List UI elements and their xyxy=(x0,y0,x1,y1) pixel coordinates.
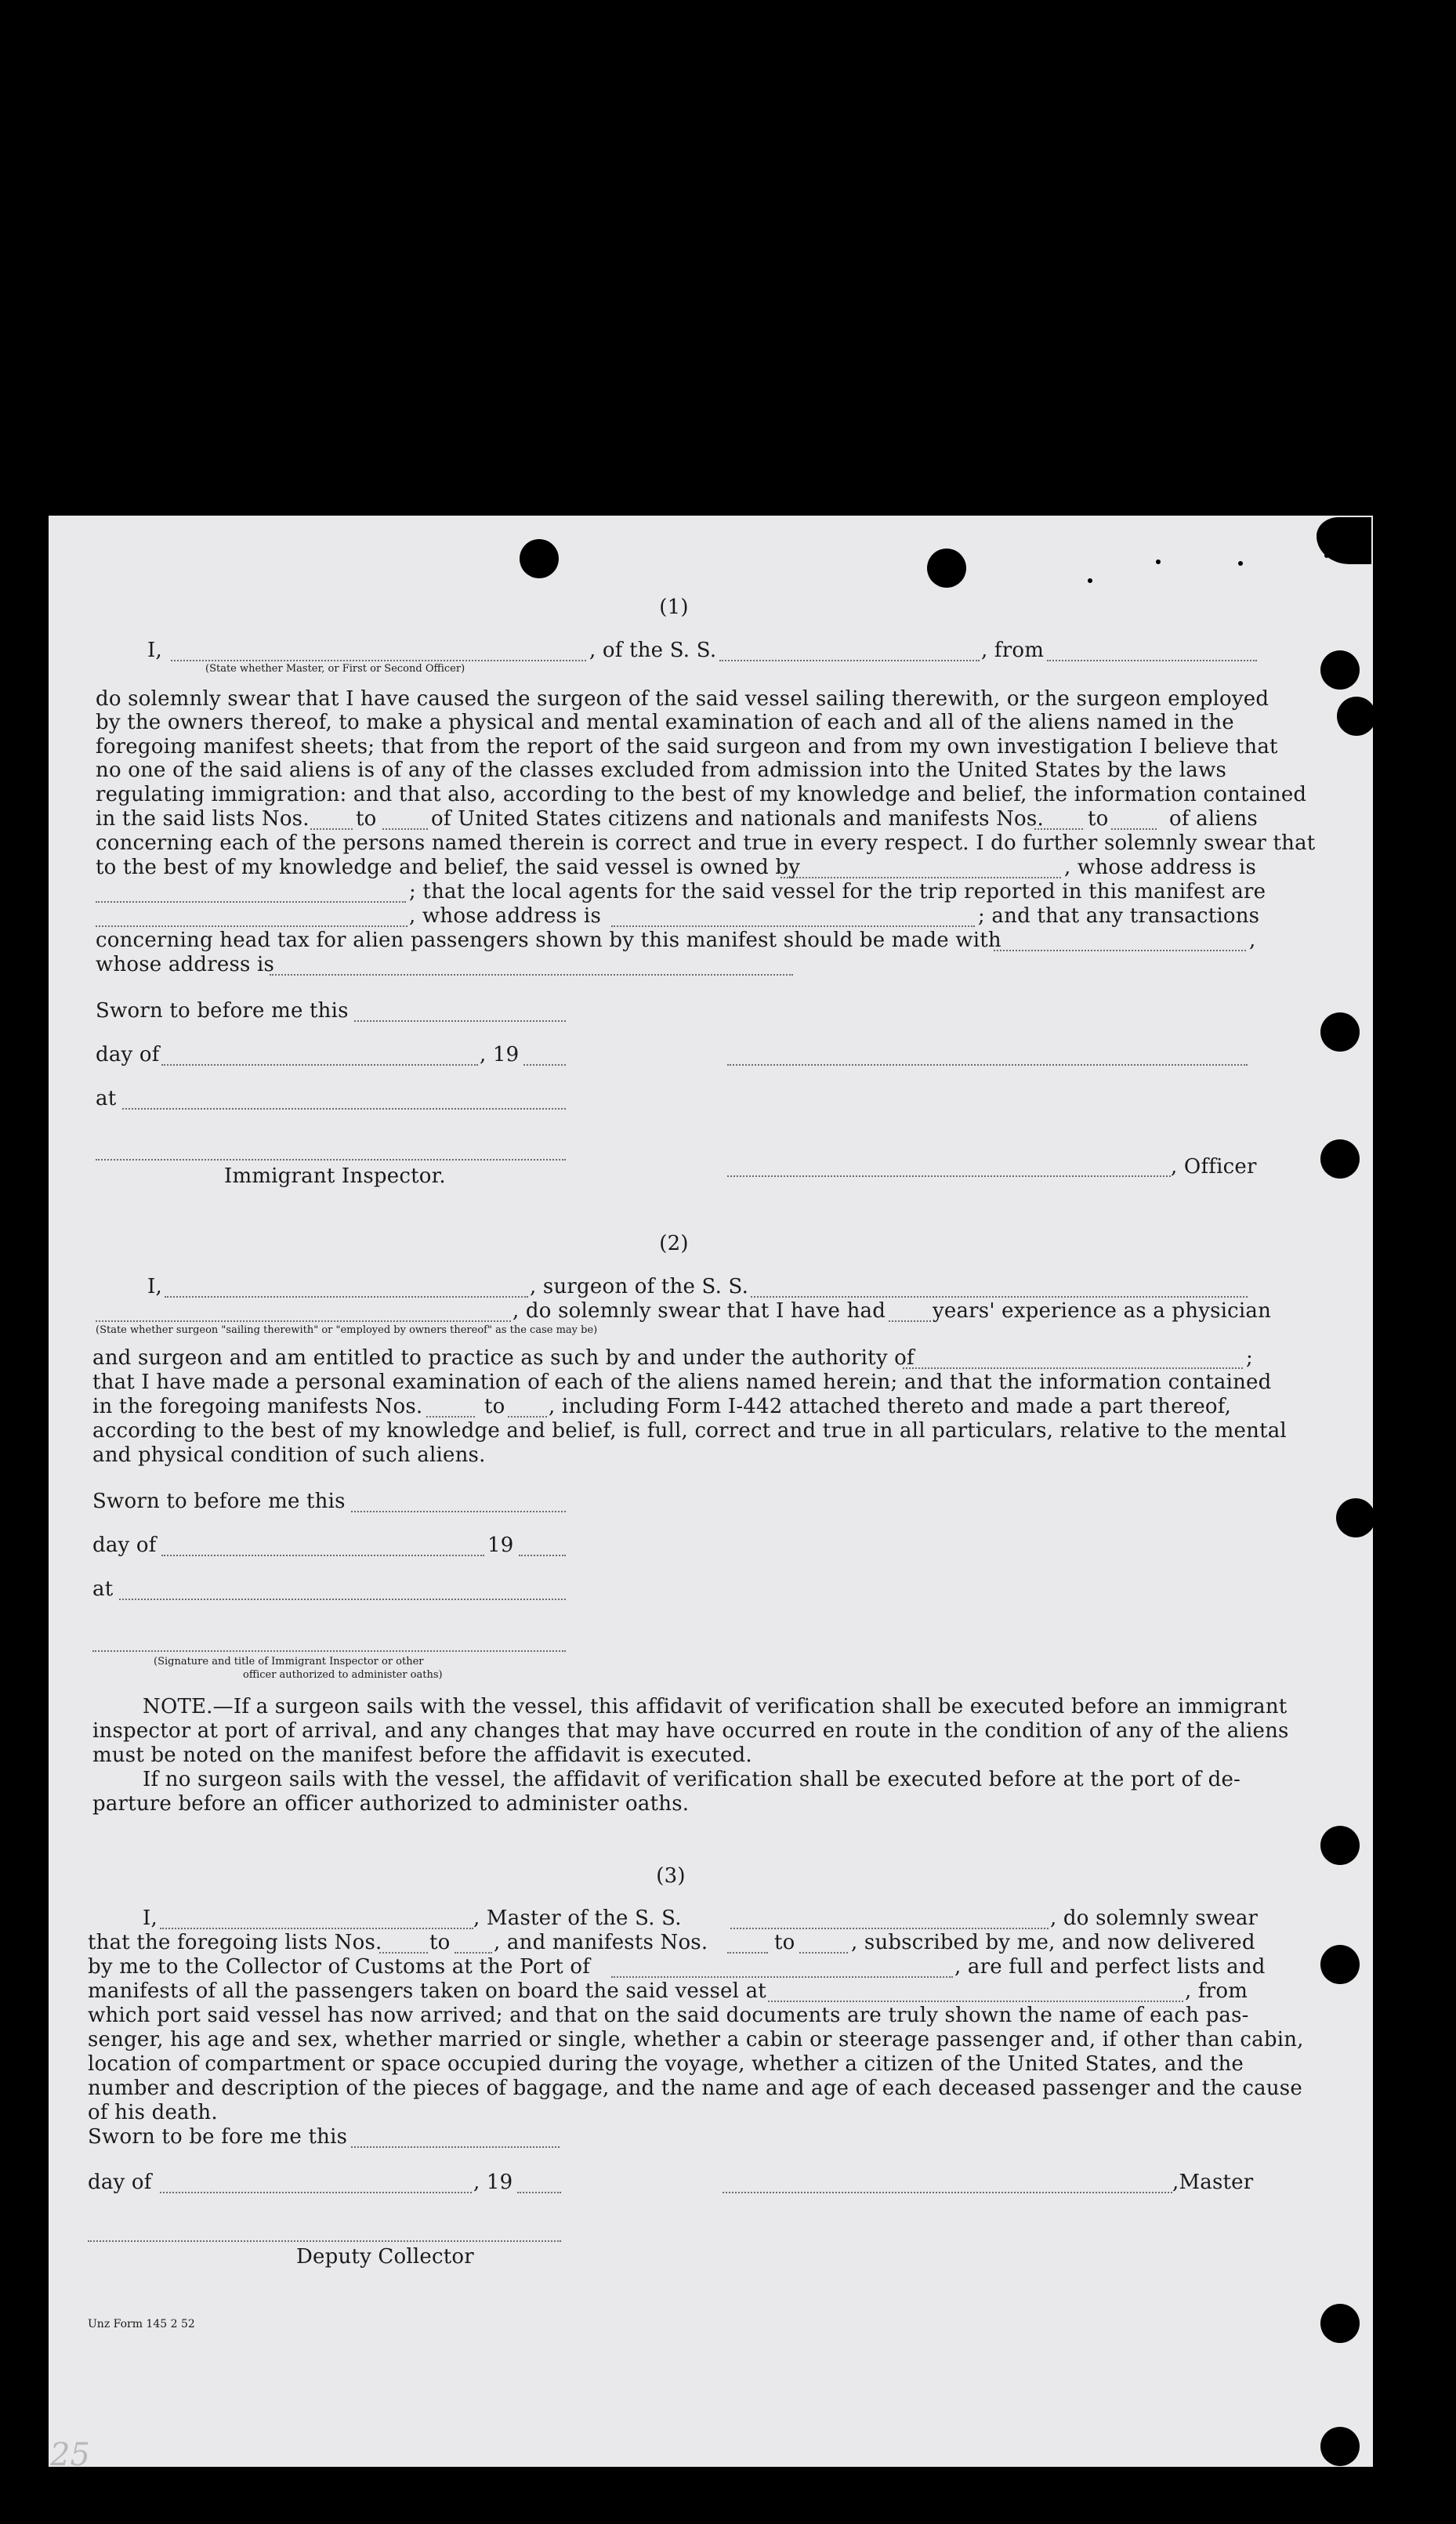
punch-hole xyxy=(1320,2304,1360,2343)
paragraph-line: of United States citizens and nationals and manifests Nos. xyxy=(431,807,1044,831)
paragraph-line: , are full and perfect lists and xyxy=(954,1955,1266,1979)
agents-field[interactable] xyxy=(96,925,407,927)
signature-note: (Signature and title of Immigrant Inspector or other xyxy=(154,1656,424,1668)
sheet-speck xyxy=(1238,561,1243,566)
paragraph-line: , subscribed by me, and now delivered xyxy=(851,1931,1255,1954)
year-field[interactable] xyxy=(519,1555,566,1556)
note-line: If no surgeon sails with the vessel, the affidavit of verification shall be executed before at the port of de- xyxy=(143,1768,1241,1791)
note-line: inspector at port of arrival, and any changes that may have occurred en route in the condition of any of the aliens xyxy=(92,1719,1289,1743)
sworn-date-field[interactable] xyxy=(354,1020,566,1022)
head-tax-field[interactable] xyxy=(994,950,1246,951)
section-number: (2) xyxy=(659,1232,689,1255)
year-label: , 19 xyxy=(480,1043,520,1066)
sworn-label: Sworn to before me this xyxy=(96,999,349,1023)
paragraph-line: years' experience as a physician xyxy=(933,1299,1272,1323)
paragraph-line: foregoing manifest sheets; that from the report of the said surgeon and from my own investigation I believe that xyxy=(96,735,1278,759)
lists-to-field[interactable] xyxy=(382,828,428,830)
paragraph-line: of aliens xyxy=(1169,807,1258,831)
inspector-signature-field[interactable] xyxy=(92,1650,566,1652)
lists-from-field[interactable] xyxy=(379,1952,428,1954)
deputy-signature-field[interactable] xyxy=(88,2240,561,2242)
to-label: to xyxy=(774,1931,795,1954)
paragraph-line: which port said vessel has now arrived; and that on the said documents are truly shown the name of each pas- xyxy=(88,2004,1249,2027)
collector-port-field[interactable] xyxy=(611,1976,953,1978)
sworn-date-field[interactable] xyxy=(351,1511,566,1512)
paragraph-line: to the best of my knowledge and belief, the said vessel is owned by xyxy=(96,856,801,879)
paragraph-line: , including Form I-442 attached thereto and made a part thereof, xyxy=(549,1395,1232,1418)
sworn-label: Sworn to before me this xyxy=(92,1490,346,1513)
day-of-field[interactable] xyxy=(161,1555,484,1556)
surgeon-manifest-to-field[interactable] xyxy=(508,1416,547,1418)
master-ship-field[interactable] xyxy=(730,1928,1049,1929)
paragraph-line: ; and that any transactions xyxy=(978,904,1260,928)
master-name-field[interactable] xyxy=(160,1928,473,1929)
officer-name-field[interactable] xyxy=(171,660,586,661)
punch-hole xyxy=(1320,2427,1360,2466)
paragraph-line: , do solemnly swear xyxy=(1050,1907,1259,1930)
surgeon-manifest-from-field[interactable] xyxy=(426,1416,475,1418)
lists-to-field[interactable] xyxy=(455,1952,492,1954)
signature-note: officer authorized to administer oaths) xyxy=(243,1669,443,1681)
paragraph-line: regulating immigration: and that also, according to the best of my knowledge and belief, the information contained xyxy=(96,783,1307,806)
to-label: to xyxy=(484,1395,505,1418)
year-label: 19 xyxy=(487,1534,514,1557)
paragraph-line: , whose address is xyxy=(409,904,601,928)
deputy-label: Deputy Collector xyxy=(296,2245,474,2269)
sheet-speck xyxy=(1156,559,1161,564)
from-label: , from xyxy=(981,639,1045,662)
agents-address-field[interactable] xyxy=(611,925,975,927)
paragraph-line: that I have made a personal examination of each of the aliens named herein; and that the information contained xyxy=(92,1371,1272,1394)
authority-field[interactable] xyxy=(903,1367,1243,1369)
paragraph-line: , and manifests Nos. xyxy=(494,1931,708,1954)
section-number: (1) xyxy=(659,596,689,619)
paragraph-line: concerning each of the persons named therein is correct and true in every respect. I do further solemnly swear that xyxy=(96,831,1316,855)
paragraph-line: no one of the said aliens is of any of the classes excluded from admission into the United States by the laws xyxy=(96,759,1227,782)
head-tax-address-field[interactable] xyxy=(270,974,793,976)
note-line: must be noted on the manifest before the affidavit is executed. xyxy=(92,1744,752,1767)
day-of-label: day of xyxy=(96,1043,160,1066)
paragraph-line: ; that the local agents for the said vessel for the trip reported in this manifest are xyxy=(409,880,1266,903)
manifests-to-field[interactable] xyxy=(799,1952,848,1954)
owner-field[interactable] xyxy=(781,877,1061,878)
paragraph-line: by me to the Collector of Customs at the Port of xyxy=(88,1955,591,1979)
paragraph-line: manifests of all the passengers taken on board the said vessel at xyxy=(88,1979,766,2003)
surgeon-name-field[interactable] xyxy=(165,1296,528,1298)
inspector-signature-field[interactable] xyxy=(96,1159,566,1161)
paragraph-line: ; xyxy=(1246,1346,1253,1370)
to-label: to xyxy=(1088,807,1109,831)
sworn-date-field[interactable] xyxy=(351,2146,560,2148)
affiant-label: I, xyxy=(147,639,162,662)
paragraph-line: in the said lists Nos. xyxy=(96,807,310,831)
day-of-field[interactable] xyxy=(160,2192,472,2193)
note-line: NOTE.—If a surgeon sails with the vessel, this affidavit of verification shall be executed before an immigrant xyxy=(143,1695,1288,1718)
day-of-label: day of xyxy=(88,2171,152,2194)
paragraph-line: senger, his age and sex, whether married or single, whether a cabin or steerage passenger and, if other than cabin, xyxy=(88,2028,1304,2051)
form-number: Unz Form 145 2 52 xyxy=(88,2318,195,2330)
paragraph-line: , whose address is xyxy=(1064,856,1256,879)
lists-from-field[interactable] xyxy=(310,828,353,830)
at-field[interactable] xyxy=(122,1108,566,1110)
manifests-from-field[interactable] xyxy=(1034,828,1083,830)
sheet-speck xyxy=(1324,553,1329,558)
punch-hole xyxy=(1320,1139,1360,1179)
punch-hole xyxy=(1320,1826,1360,1865)
punch-hole xyxy=(1320,650,1360,690)
paragraph-line: by the owners thereof, to make a physical and mental examination of each and all of the aliens named in the xyxy=(96,711,1234,734)
punch-hole xyxy=(520,539,559,578)
paragraph-line: whose address is xyxy=(96,953,275,976)
inspector-label: Immigrant Inspector. xyxy=(224,1164,446,1188)
officer-signature-top[interactable] xyxy=(727,1064,1248,1066)
ship-label: , of the S. S. xyxy=(589,639,717,662)
manifests-from-field[interactable] xyxy=(727,1952,768,1954)
paragraph-line: , do solemnly swear that I have had xyxy=(512,1299,886,1323)
at-label: at xyxy=(92,1577,114,1601)
surgeon-note: (State whether surgeon "sailing therewith" or "employed by owners thereof" as the case may be) xyxy=(96,1324,598,1336)
paragraph-line: according to the best of my knowledge and belief, is full, correct and true in all particulars, relative to the mental xyxy=(92,1419,1287,1443)
paragraph-line: , from xyxy=(1185,1979,1248,2003)
affiant-label: I, xyxy=(143,1907,158,1930)
owner-address-field[interactable] xyxy=(96,901,406,903)
years-field[interactable] xyxy=(889,1320,931,1322)
officer-note: (State whether Master, or First or Second Officer) xyxy=(205,663,465,675)
day-of-label: day of xyxy=(92,1534,157,1557)
punch-hole xyxy=(1320,1945,1360,1984)
day-of-field[interactable] xyxy=(161,1064,478,1066)
year-field[interactable] xyxy=(523,1064,566,1066)
year-label: , 19 xyxy=(473,2171,513,2194)
surgeon-ship-label: , surgeon of the S. S. xyxy=(530,1275,749,1298)
surgeon-status-field[interactable] xyxy=(96,1320,511,1322)
paragraph-line: and physical condition of such aliens. xyxy=(92,1443,486,1467)
to-label: to xyxy=(429,1931,451,1954)
background-speck xyxy=(1284,401,1288,406)
at-field[interactable] xyxy=(119,1599,566,1600)
paragraph-line: number and description of the pieces of baggage, and the name and age of each deceased passenger and the cause xyxy=(88,2077,1302,2100)
to-label: to xyxy=(356,807,377,831)
year-field[interactable] xyxy=(517,2192,561,2193)
manifests-to-field[interactable] xyxy=(1111,828,1157,830)
paragraph-line: in the foregoing manifests Nos. xyxy=(92,1395,423,1418)
master-label: ,Master xyxy=(1172,2171,1254,2194)
paragraph-line: concerning head tax for alien passengers shown by this manifest should be made with xyxy=(96,929,1001,952)
at-label: at xyxy=(96,1087,117,1110)
sheet-speck xyxy=(1088,578,1092,583)
paragraph-line: and surgeon and am entitled to practice as such by and under the authority of xyxy=(92,1346,915,1370)
punch-hole xyxy=(1336,1498,1375,1537)
master-ship-label: , Master of the S. S. xyxy=(473,1907,682,1930)
sworn-label: Sworn to be fore me this xyxy=(88,2125,348,2149)
paragraph-line: do solemnly swear that I have caused the surgeon of the said vessel sailing therewith, or the surgeon employed xyxy=(96,687,1269,711)
section-number: (3) xyxy=(656,1864,686,1888)
master-signature-field[interactable] xyxy=(723,2192,1172,2193)
paragraph-line: location of compartment or space occupied during the voyage, whether a citizen of the United States, and the xyxy=(88,2052,1244,2076)
punch-hole xyxy=(927,549,966,588)
affiant-label: I, xyxy=(147,1275,162,1298)
officer-signature-field[interactable] xyxy=(727,1175,1171,1177)
handwritten-mark: 25 xyxy=(50,2437,90,2473)
ship-name-field[interactable] xyxy=(719,660,980,661)
boarding-port-field[interactable] xyxy=(768,2001,1183,2002)
from-port-field[interactable] xyxy=(1047,660,1257,661)
paragraph-line: , xyxy=(1249,929,1256,952)
punch-hole xyxy=(1320,1012,1360,1052)
paragraph-line: of his death. xyxy=(88,2101,218,2124)
officer-label: , Officer xyxy=(1171,1155,1257,1179)
note-line: parture before an officer authorized to administer oaths. xyxy=(92,1792,690,1816)
paragraph-line: that the foregoing lists Nos. xyxy=(88,1931,382,1954)
punch-hole xyxy=(1337,697,1376,736)
surgeon-ship-field[interactable] xyxy=(751,1296,1248,1298)
